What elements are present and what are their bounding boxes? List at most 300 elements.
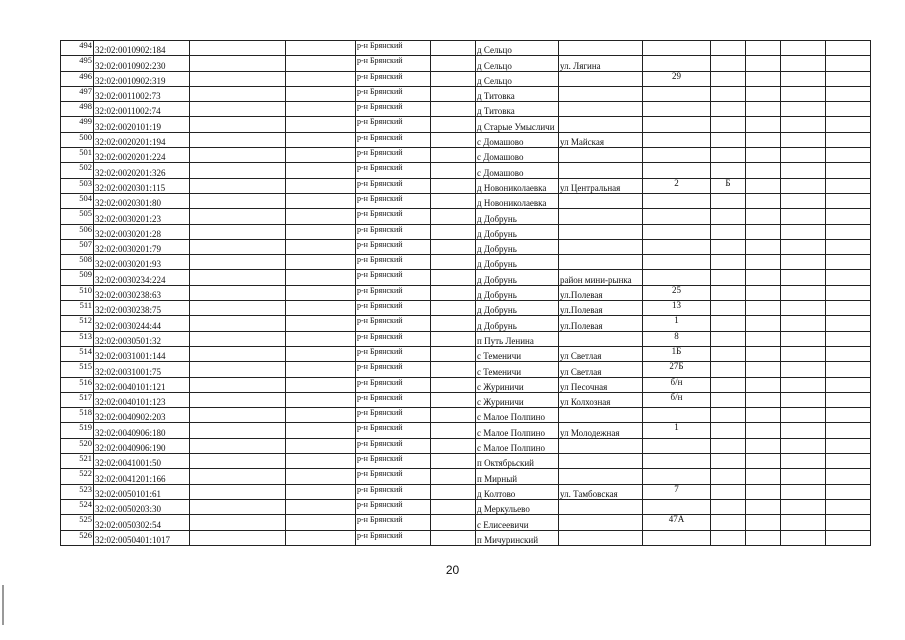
empty-cell — [431, 86, 476, 101]
street-cell: ул Майская — [559, 132, 643, 147]
district-cell: р-н Брянский — [356, 316, 431, 331]
table-body — [61, 41, 871, 546]
empty-cell — [190, 469, 286, 484]
row-number: 503 — [61, 178, 94, 193]
table-row — [61, 270, 871, 285]
table-row — [61, 454, 871, 469]
empty-cell — [826, 301, 871, 316]
empty-cell — [190, 56, 286, 71]
empty-cell — [431, 484, 476, 499]
empty-cell — [746, 331, 781, 346]
empty-cell — [826, 530, 871, 545]
table-row — [61, 285, 871, 300]
empty-cell — [746, 102, 781, 117]
empty-cell — [190, 102, 286, 117]
house-cell — [643, 438, 711, 453]
empty-cell — [781, 331, 826, 346]
empty-cell — [826, 454, 871, 469]
empty-cell — [826, 102, 871, 117]
empty-cell — [746, 515, 781, 530]
empty-cell — [826, 423, 871, 438]
locality-cell: с Журиничи — [476, 392, 559, 407]
street-cell: ул Центральная — [559, 178, 643, 193]
cadastral-number: 32:02:0030201:28 — [94, 224, 190, 239]
empty-cell — [746, 193, 781, 208]
empty-cell — [826, 209, 871, 224]
empty-cell — [746, 148, 781, 163]
district-cell: р-н Брянский — [356, 454, 431, 469]
empty-cell — [431, 209, 476, 224]
empty-cell — [431, 239, 476, 254]
cadastral-number: 32:02:0020101:19 — [94, 117, 190, 132]
locality-cell: д Титовка — [476, 86, 559, 101]
empty-cell — [286, 362, 356, 377]
empty-cell — [781, 86, 826, 101]
empty-cell — [746, 423, 781, 438]
district-cell: р-н Брянский — [356, 392, 431, 407]
house-cell: 1 — [643, 316, 711, 331]
house-cell: 2 — [643, 178, 711, 193]
table-row — [61, 239, 871, 254]
empty-cell — [826, 148, 871, 163]
empty-cell — [781, 285, 826, 300]
house-cell — [643, 148, 711, 163]
house-cell — [643, 469, 711, 484]
empty-cell — [286, 408, 356, 423]
house-cell — [643, 193, 711, 208]
empty-cell — [826, 255, 871, 270]
table-row — [61, 178, 871, 193]
district-cell: р-н Брянский — [356, 224, 431, 239]
table-row — [61, 209, 871, 224]
empty-cell — [781, 102, 826, 117]
building-cell — [711, 193, 746, 208]
empty-cell — [286, 209, 356, 224]
locality-cell: д Новониколаевка — [476, 193, 559, 208]
table-row — [61, 255, 871, 270]
empty-cell — [431, 193, 476, 208]
district-cell: р-н Брянский — [356, 301, 431, 316]
house-cell — [643, 56, 711, 71]
empty-cell — [826, 408, 871, 423]
building-cell — [711, 377, 746, 392]
building-cell — [711, 316, 746, 331]
empty-cell — [431, 270, 476, 285]
empty-cell — [826, 56, 871, 71]
empty-cell — [190, 438, 286, 453]
street-cell — [559, 209, 643, 224]
empty-cell — [781, 255, 826, 270]
building-cell — [711, 392, 746, 407]
district-cell: р-н Брянский — [356, 102, 431, 117]
empty-cell — [746, 285, 781, 300]
building-cell — [711, 163, 746, 178]
building-cell — [711, 56, 746, 71]
table-row — [61, 408, 871, 423]
district-cell: р-н Брянский — [356, 423, 431, 438]
empty-cell — [746, 163, 781, 178]
cadastral-number: 32:02:0050203:30 — [94, 499, 190, 514]
locality-cell: с Теменичи — [476, 346, 559, 361]
house-cell — [643, 102, 711, 117]
district-cell: р-н Брянский — [356, 117, 431, 132]
empty-cell — [190, 377, 286, 392]
row-number: 513 — [61, 331, 94, 346]
empty-cell — [826, 71, 871, 86]
street-cell — [559, 224, 643, 239]
house-cell: 29 — [643, 71, 711, 86]
row-number: 501 — [61, 148, 94, 163]
empty-cell — [746, 270, 781, 285]
empty-cell — [826, 484, 871, 499]
street-cell — [559, 454, 643, 469]
empty-cell — [286, 270, 356, 285]
locality-cell: с Журиничи — [476, 377, 559, 392]
empty-cell — [431, 499, 476, 514]
street-cell: ул Песочная — [559, 377, 643, 392]
empty-cell — [826, 132, 871, 147]
street-cell: район мини-рынка — [559, 270, 643, 285]
row-number: 515 — [61, 362, 94, 377]
house-cell — [643, 270, 711, 285]
building-cell — [711, 454, 746, 469]
house-cell — [643, 224, 711, 239]
building-cell — [711, 469, 746, 484]
empty-cell — [286, 346, 356, 361]
locality-cell: с Домашово — [476, 132, 559, 147]
locality-cell: п Мичуринский — [476, 530, 559, 545]
house-cell: 27Б — [643, 362, 711, 377]
row-number: 516 — [61, 377, 94, 392]
locality-cell: д Добрунь — [476, 224, 559, 239]
empty-cell — [190, 515, 286, 530]
row-number: 514 — [61, 346, 94, 361]
locality-cell: с Малое Полпино — [476, 408, 559, 423]
cadastral-number: 32:02:0030201:23 — [94, 209, 190, 224]
empty-cell — [190, 86, 286, 101]
district-cell: р-н Брянский — [356, 346, 431, 361]
locality-cell: с Елисеевичи — [476, 515, 559, 530]
house-cell: 25 — [643, 285, 711, 300]
building-cell — [711, 224, 746, 239]
empty-cell — [286, 454, 356, 469]
empty-cell — [781, 117, 826, 132]
district-cell: р-н Брянский — [356, 331, 431, 346]
empty-cell — [286, 86, 356, 101]
empty-cell — [826, 193, 871, 208]
row-number: 520 — [61, 438, 94, 453]
empty-cell — [431, 71, 476, 86]
empty-cell — [781, 163, 826, 178]
empty-cell — [431, 117, 476, 132]
house-cell: б/н — [643, 377, 711, 392]
locality-cell: п Октябрьский — [476, 454, 559, 469]
row-number: 507 — [61, 239, 94, 254]
table-row — [61, 163, 871, 178]
empty-cell — [826, 362, 871, 377]
empty-cell — [431, 41, 476, 56]
empty-cell — [431, 346, 476, 361]
house-cell — [643, 408, 711, 423]
locality-cell: д Новониколаевка — [476, 178, 559, 193]
empty-cell — [190, 423, 286, 438]
empty-cell — [190, 346, 286, 361]
row-number: 499 — [61, 117, 94, 132]
row-number: 495 — [61, 56, 94, 71]
district-cell: р-н Брянский — [356, 209, 431, 224]
district-cell: р-н Брянский — [356, 285, 431, 300]
district-cell: р-н Брянский — [356, 178, 431, 193]
empty-cell — [781, 530, 826, 545]
empty-cell — [190, 224, 286, 239]
table-row — [61, 71, 871, 86]
empty-cell — [431, 530, 476, 545]
street-cell: ул Молодежная — [559, 423, 643, 438]
cadastral-number: 32:02:0040902:203 — [94, 408, 190, 423]
row-number: 517 — [61, 392, 94, 407]
locality-cell: д Добрунь — [476, 239, 559, 254]
empty-cell — [431, 163, 476, 178]
empty-cell — [746, 132, 781, 147]
locality-cell: с Теменичи — [476, 362, 559, 377]
table-row — [61, 193, 871, 208]
house-cell: 7 — [643, 484, 711, 499]
empty-cell — [781, 41, 826, 56]
empty-cell — [286, 178, 356, 193]
locality-cell: с Малое Полпино — [476, 423, 559, 438]
building-cell — [711, 408, 746, 423]
empty-cell — [286, 132, 356, 147]
row-number: 512 — [61, 316, 94, 331]
empty-cell — [781, 408, 826, 423]
building-cell — [711, 285, 746, 300]
empty-cell — [431, 102, 476, 117]
table-row — [61, 530, 871, 545]
house-cell — [643, 454, 711, 469]
empty-cell — [746, 469, 781, 484]
empty-cell — [781, 132, 826, 147]
empty-cell — [190, 454, 286, 469]
cadastral-number: 32:02:0040906:180 — [94, 423, 190, 438]
empty-cell — [190, 117, 286, 132]
locality-cell: с Малое Полпино — [476, 438, 559, 453]
empty-cell — [431, 515, 476, 530]
street-cell — [559, 408, 643, 423]
house-cell: 47А — [643, 515, 711, 530]
cadastral-number: 32:02:0010902:184 — [94, 41, 190, 56]
empty-cell — [286, 117, 356, 132]
building-cell — [711, 132, 746, 147]
cadastral-number: 32:02:0030201:79 — [94, 239, 190, 254]
cadastral-number: 32:02:0040906:190 — [94, 438, 190, 453]
street-cell — [559, 239, 643, 254]
cadastral-number: 32:02:0040101:123 — [94, 392, 190, 407]
building-cell — [711, 239, 746, 254]
empty-cell — [781, 515, 826, 530]
street-cell — [559, 148, 643, 163]
district-cell: р-н Брянский — [356, 239, 431, 254]
empty-cell — [781, 499, 826, 514]
empty-cell — [431, 392, 476, 407]
district-cell: р-н Брянский — [356, 377, 431, 392]
house-cell — [643, 163, 711, 178]
empty-cell — [286, 71, 356, 86]
row-number: 519 — [61, 423, 94, 438]
locality-cell: д Титовка — [476, 102, 559, 117]
locality-cell: п Мирный — [476, 469, 559, 484]
building-cell — [711, 515, 746, 530]
street-cell — [559, 71, 643, 86]
empty-cell — [746, 209, 781, 224]
street-cell — [559, 86, 643, 101]
house-cell — [643, 255, 711, 270]
empty-cell — [190, 132, 286, 147]
cadastral-number: 32:02:0030201:93 — [94, 255, 190, 270]
empty-cell — [746, 178, 781, 193]
empty-cell — [746, 454, 781, 469]
empty-cell — [286, 499, 356, 514]
empty-cell — [781, 438, 826, 453]
empty-cell — [781, 469, 826, 484]
empty-cell — [190, 71, 286, 86]
row-number: 524 — [61, 499, 94, 514]
district-cell: р-н Брянский — [356, 270, 431, 285]
empty-cell — [781, 377, 826, 392]
building-cell — [711, 530, 746, 545]
street-cell: ул. Тамбовская — [559, 484, 643, 499]
empty-cell — [746, 301, 781, 316]
empty-cell — [826, 41, 871, 56]
table-row — [61, 86, 871, 101]
street-cell — [559, 499, 643, 514]
district-cell: р-н Брянский — [356, 148, 431, 163]
empty-cell — [190, 41, 286, 56]
empty-cell — [781, 71, 826, 86]
empty-cell — [286, 56, 356, 71]
building-cell — [711, 41, 746, 56]
row-number: 506 — [61, 224, 94, 239]
table-row — [61, 316, 871, 331]
locality-cell: д Добрунь — [476, 270, 559, 285]
empty-cell — [431, 255, 476, 270]
table-row — [61, 301, 871, 316]
empty-cell — [826, 316, 871, 331]
scan-margin-mark — [2, 585, 4, 625]
row-number: 496 — [61, 71, 94, 86]
cadastral-number: 32:02:0020201:326 — [94, 163, 190, 178]
cadastral-number: 32:02:0030238:63 — [94, 285, 190, 300]
building-cell — [711, 209, 746, 224]
empty-cell — [286, 224, 356, 239]
empty-cell — [781, 423, 826, 438]
empty-cell — [746, 499, 781, 514]
empty-cell — [826, 178, 871, 193]
building-cell — [711, 86, 746, 101]
table-row — [61, 41, 871, 56]
empty-cell — [190, 209, 286, 224]
house-cell: 1Б — [643, 346, 711, 361]
building-cell — [711, 331, 746, 346]
row-number: 518 — [61, 408, 94, 423]
empty-cell — [431, 438, 476, 453]
table-row — [61, 132, 871, 147]
district-cell: р-н Брянский — [356, 438, 431, 453]
locality-cell: д Добрунь — [476, 316, 559, 331]
empty-cell — [781, 362, 826, 377]
table-row — [61, 392, 871, 407]
empty-cell — [190, 331, 286, 346]
street-cell: ул Светлая — [559, 362, 643, 377]
empty-cell — [286, 530, 356, 545]
empty-cell — [781, 301, 826, 316]
empty-cell — [190, 530, 286, 545]
empty-cell — [286, 148, 356, 163]
empty-cell — [190, 285, 286, 300]
row-number: 508 — [61, 255, 94, 270]
row-number: 510 — [61, 285, 94, 300]
empty-cell — [286, 102, 356, 117]
row-number: 523 — [61, 484, 94, 499]
empty-cell — [286, 285, 356, 300]
district-cell: р-н Брянский — [356, 408, 431, 423]
house-cell: б/н — [643, 392, 711, 407]
empty-cell — [190, 362, 286, 377]
district-cell: р-н Брянский — [356, 484, 431, 499]
table-row — [61, 484, 871, 499]
locality-cell: с Домашово — [476, 148, 559, 163]
empty-cell — [781, 484, 826, 499]
empty-cell — [190, 499, 286, 514]
house-cell — [643, 86, 711, 101]
district-cell: р-н Брянский — [356, 530, 431, 545]
empty-cell — [746, 41, 781, 56]
table-row — [61, 377, 871, 392]
empty-cell — [190, 301, 286, 316]
empty-cell — [746, 86, 781, 101]
house-cell — [643, 499, 711, 514]
table-row — [61, 346, 871, 361]
empty-cell — [431, 148, 476, 163]
district-cell: р-н Брянский — [356, 71, 431, 86]
empty-cell — [190, 484, 286, 499]
empty-cell — [190, 239, 286, 254]
empty-cell — [286, 377, 356, 392]
house-cell: 8 — [643, 331, 711, 346]
locality-cell: с Домашово — [476, 163, 559, 178]
empty-cell — [746, 316, 781, 331]
table-row — [61, 438, 871, 453]
locality-cell: д Старые Умысличи — [476, 117, 559, 132]
empty-cell — [826, 270, 871, 285]
cadastral-number: 32:02:0030234:224 — [94, 270, 190, 285]
empty-cell — [826, 285, 871, 300]
empty-cell — [286, 469, 356, 484]
empty-cell — [431, 285, 476, 300]
district-cell: р-н Брянский — [356, 515, 431, 530]
building-cell: Б — [711, 178, 746, 193]
house-cell — [643, 209, 711, 224]
empty-cell — [826, 499, 871, 514]
locality-cell: д Сельцо — [476, 71, 559, 86]
empty-cell — [746, 530, 781, 545]
street-cell — [559, 41, 643, 56]
empty-cell — [286, 193, 356, 208]
empty-cell — [286, 331, 356, 346]
empty-cell — [431, 224, 476, 239]
empty-cell — [190, 193, 286, 208]
cadastral-number: 32:02:0011002:73 — [94, 86, 190, 101]
empty-cell — [190, 408, 286, 423]
